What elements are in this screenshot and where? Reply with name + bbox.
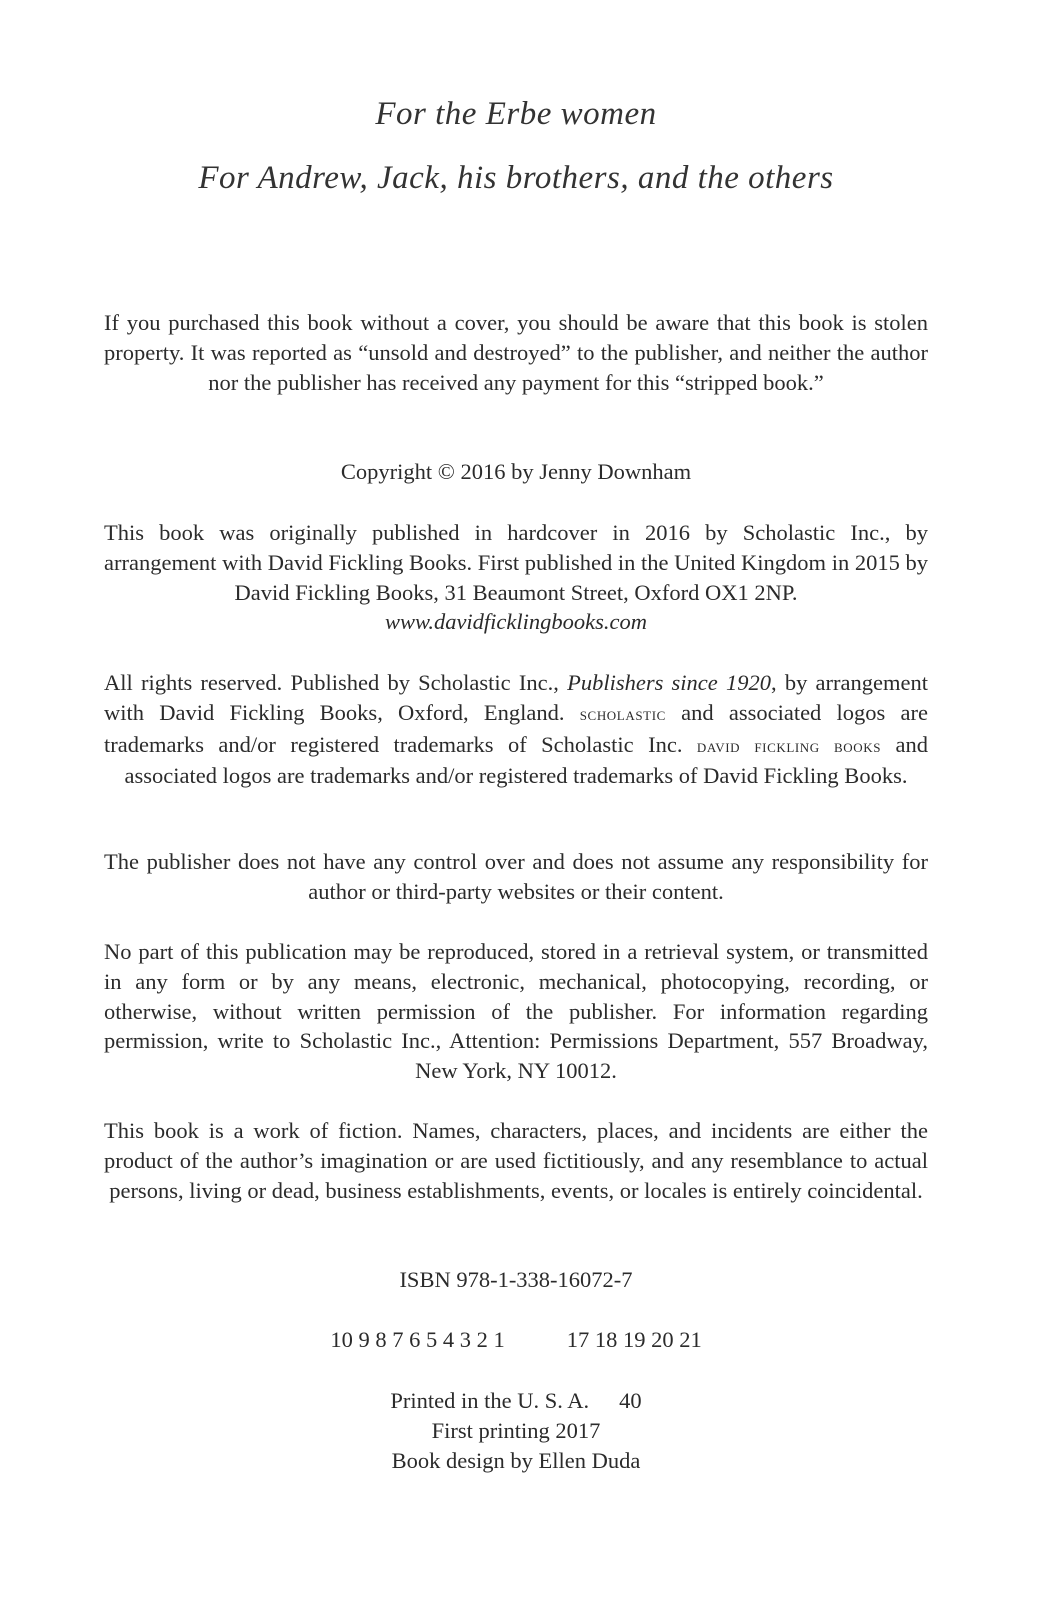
dedication-line-2: For Andrew, Jack, his brothers, and the others (198, 160, 834, 196)
first-printing: First printing 2017 (431, 1417, 601, 1443)
stripped-book-notice: If you purchased this book without a cover, you should be aware that this book is stolen property. It was reported as “unsold and destroyed” to the publisher, and neither the author nor the publisher has received any payment for this “stripped book.” (104, 310, 928, 395)
printing-info (104, 1386, 928, 1475)
original-publication-block (104, 518, 928, 637)
printing-line (104, 1325, 928, 1355)
rights-smallcaps-scholastic: scholastic (579, 703, 666, 725)
rights-smallcaps-dfb: david fickling books (696, 735, 882, 757)
isbn-line: ISBN 978-1-338-16072-7 (399, 1267, 633, 1292)
rights-reserved-notice (104, 668, 928, 791)
rights-text-2: , by arrangement with David Fickling Books, Oxford, England. (104, 670, 928, 725)
reproduction-notice: No part of this publication may be reproduced, stored in a retrieval system, or transmitted in any form or by any means, electronic, mechanical, photocopying, recording, or otherwise, without written permission of the publisher. For information regarding permission, write to Scholastic Inc., Attention: Permissions Department, 557 Broadway, New York, NY 10012. (104, 939, 928, 1084)
copyright-page (104, 0, 928, 1600)
year-numbers: 17 18 19 20 21 (566, 1327, 702, 1352)
copyright-line: Copyright © 2016 by Jenny Downham (340, 459, 692, 484)
website-control-notice: The publisher does not have any control over and does not assume any responsibility for author or third-party websites or their content. (104, 849, 928, 904)
impression-numbers: 10 9 8 7 6 5 4 3 2 1 (330, 1327, 505, 1352)
fiction-disclaimer: This book is a work of fiction. Names, characters, places, and incidents are either the product of the author’s imagination or are used fictitiously, and any resemblance to actual persons, living or dead, business establishments, events, or locales is entirely coincidental. (104, 1118, 928, 1203)
publisher-website-link[interactable]: www.davidficklingbooks.com (384, 609, 648, 635)
rights-text-3: and associated logos are trademarks and/or registered trademarks of Scholastic Inc. (104, 699, 928, 757)
printer-code: 40 (619, 1388, 642, 1413)
original-publication-text: This book was originally published in hardcover in 2016 by Scholastic Inc., by arrangement with David Fickling Books. First published in the United Kingdom in 2015 by David Fickling Books, 31 Beaumont Street, Oxford OX1 2NP. (104, 520, 928, 605)
rights-italic-tagline: Publishers since 1920 (567, 670, 771, 695)
dedication-line-1: For the Erbe women (375, 96, 657, 132)
rights-text-4: and associated logos are trademarks and/or registered trademarks of David Fickling Books. (124, 731, 928, 789)
printed-in-row (104, 1386, 928, 1416)
rights-text-1: All rights reserved. Published by Scholastic Inc., (104, 670, 568, 695)
printed-country: Printed in the U. S. A. (390, 1388, 590, 1413)
book-design-credit: Book design by Ellen Duda (391, 1447, 641, 1473)
